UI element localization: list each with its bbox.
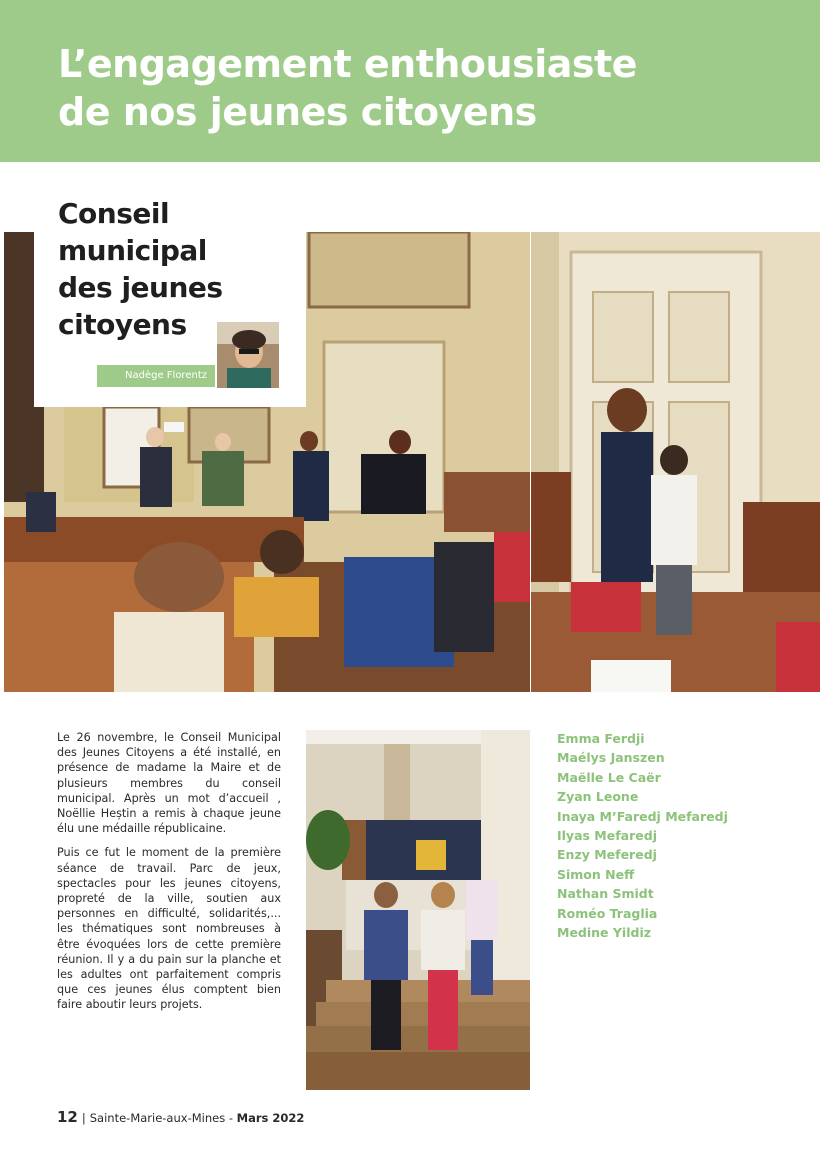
section-title-line-4: citoyens [58, 308, 187, 341]
footer-issue: Mars 2022 [236, 1111, 305, 1125]
footer-separator: | [81, 1111, 86, 1125]
page-title-line-1: L’engagement enthousiaste [58, 42, 637, 86]
list-item: Medine Yildiz [557, 925, 652, 941]
list-item: Ilyas Mefaredj [557, 828, 657, 844]
section-title [58, 195, 258, 343]
section-title-line-1: Conseil [58, 197, 170, 230]
list-item: Zyan Leone [557, 789, 639, 805]
section-title-line-2: municipal [58, 234, 207, 267]
author-portrait-photo [217, 322, 279, 388]
page-number: 12 [57, 1108, 78, 1126]
list-item: Emma Ferdji [557, 731, 645, 746]
list-item: Maëlle Le Caër [557, 769, 661, 785]
article-body [57, 730, 281, 1022]
elected-youth-names-list [557, 729, 797, 942]
page-title [58, 40, 798, 136]
list-item: Simon Neff [557, 866, 635, 882]
section-title-line-3: des jeunes [58, 271, 223, 304]
author-label: Nadège Florentz [97, 365, 215, 387]
list-item: Roméo Traglia [557, 905, 658, 921]
page-footer [57, 1108, 304, 1126]
list-item: Maélys Janszen [557, 750, 665, 766]
medal-ceremony-photo [531, 232, 820, 692]
article-paragraph-2: Puis ce fut le moment de la première séance de travail. Parc de jeux, spectacles pour les jeunes citoyens, propreté de la ville, soutien aux personnes en difficulté, solidarités,... les thématiques sont nombreuses à être évoquées lors de cette première réunion. Il y a du pain sur la planche et les adultes ont parfaitement compris que ces jeunes élus comptent bien faire aboutir leurs projets. [57, 846, 281, 1012]
footer-town: Sainte-Marie-aux-Mines - [89, 1111, 234, 1125]
page-title-line-2: de nos jeunes citoyens [58, 90, 537, 134]
list-item: Enzy Meferedj [557, 847, 657, 863]
list-item: Inaya M’Faredj Mefaredj [557, 808, 728, 824]
list-item: Nathan Smidt [557, 886, 654, 902]
article-paragraph-1: Le 26 novembre, le Conseil Municipal des Jeunes Citoyens a été installé, en présence de madame la Maire et de plusieurs membres du conseil municipal. Après un mot d’accueil , Noëllie Heștin a remis à chaque jeune élu une médaille républicaine. [57, 731, 281, 836]
group-photo [306, 730, 530, 1090]
